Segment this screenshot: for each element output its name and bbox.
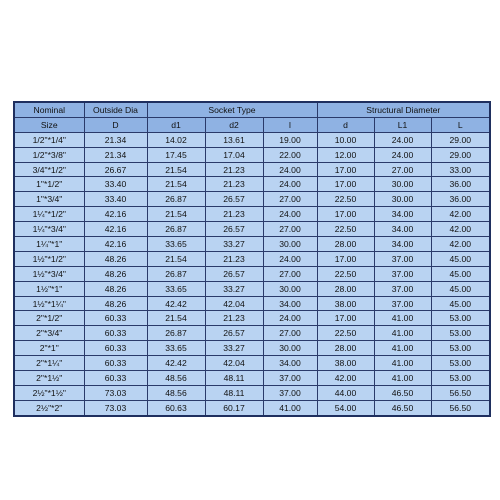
cell-L: 53.00: [431, 311, 490, 326]
cell-d2: 42.04: [205, 296, 263, 311]
dimension-table-container: [13, 101, 489, 417]
cell-structural-d: 22.50: [317, 266, 374, 281]
cell-L1: 37.00: [374, 281, 431, 296]
table-row: [14, 237, 490, 252]
cell-d2: 26.57: [205, 266, 263, 281]
cell-d1: 14.02: [147, 132, 205, 147]
cell-structural-d: 44.00: [317, 385, 374, 400]
cell-d1: 21.54: [147, 162, 205, 177]
header-structural-d: d: [317, 117, 374, 132]
cell-L1: 46.50: [374, 385, 431, 400]
cell-size: 2"*1½": [14, 371, 84, 386]
cell-L: 45.00: [431, 296, 490, 311]
cell-structural-d: 28.00: [317, 237, 374, 252]
cell-L1: 41.00: [374, 356, 431, 371]
cell-L1: 37.00: [374, 296, 431, 311]
cell-d1: 48.56: [147, 385, 205, 400]
cell-d1: 42.42: [147, 296, 205, 311]
cell-size: 2½"*1½": [14, 385, 84, 400]
header-socket-l: l: [263, 117, 317, 132]
cell-socket-l: 41.00: [263, 400, 317, 415]
cell-outside-dia: 60.33: [84, 341, 147, 356]
cell-L: 45.00: [431, 281, 490, 296]
cell-L1: 34.00: [374, 222, 431, 237]
cell-L1: 24.00: [374, 132, 431, 147]
cell-L: 42.00: [431, 237, 490, 252]
cell-d2: 26.57: [205, 222, 263, 237]
cell-size: 1¼"*3/4": [14, 222, 84, 237]
cell-outside-dia: 26.67: [84, 162, 147, 177]
cell-size: 2"*1": [14, 341, 84, 356]
table-row: [14, 311, 490, 326]
cell-size: 1½"*1/2": [14, 251, 84, 266]
cell-d2: 21.23: [205, 311, 263, 326]
cell-structural-d: 17.00: [317, 311, 374, 326]
cell-structural-d: 42.00: [317, 371, 374, 386]
cell-structural-d: 54.00: [317, 400, 374, 415]
table-row: [14, 266, 490, 281]
table-row: [14, 251, 490, 266]
cell-L1: 41.00: [374, 326, 431, 341]
header-size: Size: [14, 117, 84, 132]
header-d1: d1: [147, 117, 205, 132]
table-row: [14, 177, 490, 192]
cell-structural-d: 22.50: [317, 326, 374, 341]
cell-socket-l: 19.00: [263, 132, 317, 147]
cell-d1: 42.42: [147, 356, 205, 371]
cell-outside-dia: 33.40: [84, 177, 147, 192]
cell-structural-d: 38.00: [317, 356, 374, 371]
cell-socket-l: 37.00: [263, 371, 317, 386]
cell-d1: 33.65: [147, 281, 205, 296]
cell-L1: 46.50: [374, 400, 431, 415]
cell-L: 29.00: [431, 147, 490, 162]
cell-size: 1½"*3/4": [14, 266, 84, 281]
cell-d1: 60.63: [147, 400, 205, 415]
cell-d2: 33.27: [205, 281, 263, 296]
table-row: [14, 371, 490, 386]
cell-structural-d: 12.00: [317, 147, 374, 162]
table-row: [14, 207, 490, 222]
table-row: [14, 296, 490, 311]
cell-socket-l: 37.00: [263, 385, 317, 400]
cell-structural-d: 17.00: [317, 207, 374, 222]
cell-outside-dia: 73.03: [84, 400, 147, 415]
cell-socket-l: 27.00: [263, 326, 317, 341]
cell-socket-l: 27.00: [263, 222, 317, 237]
header-row-groups: [14, 102, 490, 117]
table-row: [14, 326, 490, 341]
cell-L: 36.00: [431, 192, 490, 207]
cell-L: 56.50: [431, 400, 490, 415]
table-row: [14, 192, 490, 207]
table-row: [14, 162, 490, 177]
cell-L: 42.00: [431, 207, 490, 222]
cell-size: 3/4"*1/2": [14, 162, 84, 177]
cell-socket-l: 30.00: [263, 341, 317, 356]
cell-L: 29.00: [431, 132, 490, 147]
header-D: D: [84, 117, 147, 132]
cell-L1: 34.00: [374, 207, 431, 222]
table-row: [14, 400, 490, 415]
cell-d1: 21.54: [147, 311, 205, 326]
cell-d1: 48.56: [147, 371, 205, 386]
cell-L1: 41.00: [374, 311, 431, 326]
cell-socket-l: 24.00: [263, 207, 317, 222]
cell-socket-l: 30.00: [263, 281, 317, 296]
cell-L: 33.00: [431, 162, 490, 177]
cell-L: 45.00: [431, 251, 490, 266]
header-socket-type: Socket Type: [147, 102, 317, 117]
cell-d1: 17.45: [147, 147, 205, 162]
cell-L: 56.50: [431, 385, 490, 400]
cell-socket-l: 22.00: [263, 147, 317, 162]
cell-d1: 26.87: [147, 266, 205, 281]
cell-socket-l: 24.00: [263, 311, 317, 326]
cell-structural-d: 28.00: [317, 341, 374, 356]
cell-d2: 13.61: [205, 132, 263, 147]
cell-outside-dia: 60.33: [84, 326, 147, 341]
cell-d2: 48.11: [205, 371, 263, 386]
table-row: [14, 356, 490, 371]
cell-d2: 33.27: [205, 341, 263, 356]
cell-d2: 26.57: [205, 192, 263, 207]
cell-size: 2½"*2": [14, 400, 84, 415]
cell-outside-dia: 60.33: [84, 356, 147, 371]
cell-socket-l: 24.00: [263, 162, 317, 177]
cell-size: 1¼"*1": [14, 237, 84, 252]
cell-size: 1"*3/4": [14, 192, 84, 207]
cell-outside-dia: 48.26: [84, 281, 147, 296]
cell-size: 1½"*1¼": [14, 296, 84, 311]
cell-d2: 33.27: [205, 237, 263, 252]
cell-outside-dia: 48.26: [84, 296, 147, 311]
cell-structural-d: 22.50: [317, 222, 374, 237]
header-d2: d2: [205, 117, 263, 132]
cell-L1: 37.00: [374, 251, 431, 266]
cell-d1: 21.54: [147, 207, 205, 222]
header-structural-diameter: Structural Diameter: [317, 102, 490, 117]
cell-d1: 33.65: [147, 341, 205, 356]
cell-structural-d: 22.50: [317, 192, 374, 207]
table-body: [14, 132, 490, 415]
header-row-columns: [14, 117, 490, 132]
cell-socket-l: 34.00: [263, 356, 317, 371]
cell-structural-d: 17.00: [317, 251, 374, 266]
cell-size: 1/2"*1/4": [14, 132, 84, 147]
cell-d2: 48.11: [205, 385, 263, 400]
cell-L1: 30.00: [374, 177, 431, 192]
cell-outside-dia: 33.40: [84, 192, 147, 207]
cell-structural-d: 17.00: [317, 162, 374, 177]
cell-size: 1/2"*3/8": [14, 147, 84, 162]
cell-L: 53.00: [431, 326, 490, 341]
cell-d2: 42.04: [205, 356, 263, 371]
cell-d2: 21.23: [205, 251, 263, 266]
cell-size: 2"*3/4": [14, 326, 84, 341]
cell-d2: 21.23: [205, 177, 263, 192]
cell-L1: 41.00: [374, 371, 431, 386]
cell-size: 1½"*1": [14, 281, 84, 296]
cell-size: 2"*1/2": [14, 311, 84, 326]
cell-outside-dia: 21.34: [84, 132, 147, 147]
cell-socket-l: 27.00: [263, 266, 317, 281]
cell-outside-dia: 60.33: [84, 311, 147, 326]
cell-L: 53.00: [431, 341, 490, 356]
header-L1: L1: [374, 117, 431, 132]
table-row: [14, 132, 490, 147]
header-outside-dia: Outside Dia: [84, 102, 147, 117]
cell-outside-dia: 21.34: [84, 147, 147, 162]
cell-d1: 26.87: [147, 326, 205, 341]
cell-size: 1¼"*1/2": [14, 207, 84, 222]
cell-outside-dia: 60.33: [84, 371, 147, 386]
cell-L1: 30.00: [374, 192, 431, 207]
header-L: L: [431, 117, 490, 132]
cell-structural-d: 38.00: [317, 296, 374, 311]
cell-L1: 37.00: [374, 266, 431, 281]
cell-d1: 26.87: [147, 222, 205, 237]
cell-size: 2"*1¼": [14, 356, 84, 371]
cell-outside-dia: 48.26: [84, 266, 147, 281]
cell-L1: 41.00: [374, 341, 431, 356]
cell-structural-d: 10.00: [317, 132, 374, 147]
cell-socket-l: 27.00: [263, 192, 317, 207]
cell-L: 42.00: [431, 222, 490, 237]
cell-socket-l: 24.00: [263, 177, 317, 192]
cell-socket-l: 34.00: [263, 296, 317, 311]
table-header: [14, 102, 490, 132]
cell-L: 45.00: [431, 266, 490, 281]
cell-d1: 26.87: [147, 192, 205, 207]
cell-outside-dia: 73.03: [84, 385, 147, 400]
cell-L1: 24.00: [374, 147, 431, 162]
table-row: [14, 147, 490, 162]
cell-d1: 33.65: [147, 237, 205, 252]
table-row: [14, 281, 490, 296]
cell-outside-dia: 42.16: [84, 237, 147, 252]
cell-socket-l: 30.00: [263, 237, 317, 252]
cell-structural-d: 28.00: [317, 281, 374, 296]
cell-L: 53.00: [431, 356, 490, 371]
cell-d2: 21.23: [205, 207, 263, 222]
cell-L: 53.00: [431, 371, 490, 386]
cell-outside-dia: 42.16: [84, 222, 147, 237]
cell-size: 1"*1/2": [14, 177, 84, 192]
cell-d2: 17.04: [205, 147, 263, 162]
table-row: [14, 222, 490, 237]
cell-structural-d: 17.00: [317, 177, 374, 192]
cell-L: 36.00: [431, 177, 490, 192]
cell-d2: 21.23: [205, 162, 263, 177]
table-row: [14, 341, 490, 356]
cell-socket-l: 24.00: [263, 251, 317, 266]
reducer-dimension-table: [13, 101, 491, 417]
cell-d1: 21.54: [147, 251, 205, 266]
header-nominal: Nominal: [14, 102, 84, 117]
table-row: [14, 385, 490, 400]
cell-d1: 21.54: [147, 177, 205, 192]
cell-outside-dia: 42.16: [84, 207, 147, 222]
cell-L1: 27.00: [374, 162, 431, 177]
cell-d2: 26.57: [205, 326, 263, 341]
cell-d2: 60.17: [205, 400, 263, 415]
cell-L1: 34.00: [374, 237, 431, 252]
cell-outside-dia: 48.26: [84, 251, 147, 266]
